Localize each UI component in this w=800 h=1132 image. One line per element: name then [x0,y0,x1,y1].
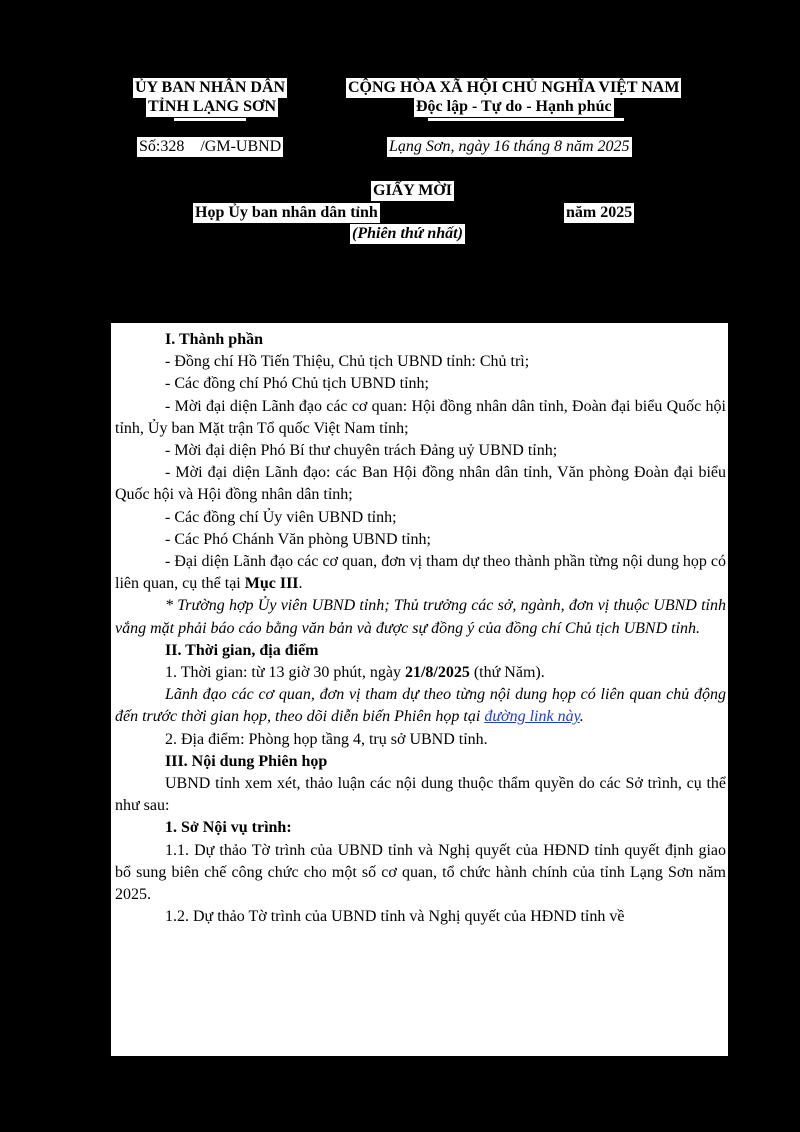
nation-motto: Độc lập - Tự do - Hạnh phúc [416,98,612,115]
participant-item: - Đồng chí Hồ Tiến Thiệu, Chủ tịch UBND tỉnh: Chủ trì; [165,353,530,371]
agenda-item: 1.1. Dự thảo Tờ trình của UBND tỉnh và Nghị quyết của HĐND tỉnh quyết định giao bổ sung biên chế công chức cho một số cơ quan, tổ chức hành chính của tỉnh Lạng Sơn năm 2025. [115,841,726,904]
agenda-intro: UBND tỉnh xem xét, thảo luận các nội dung thuộc thẩm quyền do các Sở trình, cụ thể như sau: [115,775,726,815]
motto-underline [428,118,624,121]
doc-subtitle-right: năm 2025 [566,204,633,221]
section-reference: Mục III [244,575,299,593]
meeting-date: 21/8/2025 [404,664,470,682]
doc-subtitle-left: Họp Ủy ban nhân dân tỉnh [195,204,378,221]
participant-item: - Các đồng chí Ủy viên UBND tỉnh; [165,508,397,526]
section3-heading: III. Nội dung Phiên họp [165,752,328,770]
follow-instructions: Lãnh đạo các cơ quan, đơn vị tham dự theo từng nội dung họp có liên quan chủ động đến trước thời gian họp, theo dõi diễn biến Phiên họp tại đường link này. [115,686,726,726]
agenda-item: 1.2. Dự thảo Tờ trình của UBND tỉnh và Nghị quyết của HĐND tỉnh về [165,908,625,926]
nation-title: CỘNG HÒA XÃ HỘI CHỦ NGHĨA VIỆT NAM [348,79,680,96]
participant-item: - Các Phó Chánh Văn phòng UBND tỉnh; [165,530,431,548]
meeting-location: 2. Địa điểm: Phòng họp tầng 4, trụ sở UBND tỉnh. [165,730,488,748]
session-label: (Phiên thứ nhất) [352,225,463,242]
participant-item: - Mời đại diện Lãnh đạo các cơ quan: Hội đồng nhân dân tỉnh, Đoàn đại biểu Quốc hội tỉnh, Ủy ban Mặt trận Tổ quốc Việt Nam tỉnh; [115,397,726,437]
org-name-line2: TỈNH LẠNG SƠN [148,98,277,115]
doc-number-label: Số: [139,138,161,155]
doc-number-suffix: /GM-UBND [200,138,282,155]
section1-heading: I. Thành phần [165,331,263,348]
participant-item: - Mời đại diện Lãnh đạo: các Ban Hội đồng nhân dân tỉnh, Văn phòng Đoàn đại biểu Quốc hội và Hội đồng nhân dân tỉnh; [115,464,726,504]
place-date: Lạng Sơn, ngày 16 tháng 8 năm 2025 [389,138,630,155]
doc-number-value: 328 [160,138,185,155]
doc-title: GIẤY MỜI [373,182,452,199]
meeting-time: 1. Thời gian: từ 13 giờ 30 phút, ngày 21/8/2025 (thứ Năm). [165,664,545,682]
livestream-link[interactable]: đường link này [484,708,580,726]
absence-note: * Trường hợp Ủy viên UBND tỉnh; Thủ trưởng các sở, ngành, đơn vị thuộc UBND tỉnh vắng mặt phải báo cáo bằng văn bản và được sự đồng ý của đồng chí Chủ tịch UBND tỉnh. [115,597,726,637]
agenda-sub1-heading: 1. Sở Nội vụ trình: [165,819,292,837]
participant-item: - Mời đại diện Phó Bí thư chuyên trách Đảng uỷ UBND tỉnh; [165,442,558,460]
section2-heading: II. Thời gian, địa điểm [165,641,319,659]
doc-number [137,137,283,157]
org-underline [174,118,246,121]
participant-item: - Các đồng chí Phó Chủ tịch UBND tỉnh; [165,375,429,393]
org-name-line1: ỦY BAN NHÂN DÂN [135,79,286,96]
document-body [111,323,728,1056]
participant-item-related: - Đại diện Lãnh đạo các cơ quan, đơn vị tham dự theo thành phần từng nội dung họp có liên quan, cụ thể tại Mục III. [115,553,726,593]
